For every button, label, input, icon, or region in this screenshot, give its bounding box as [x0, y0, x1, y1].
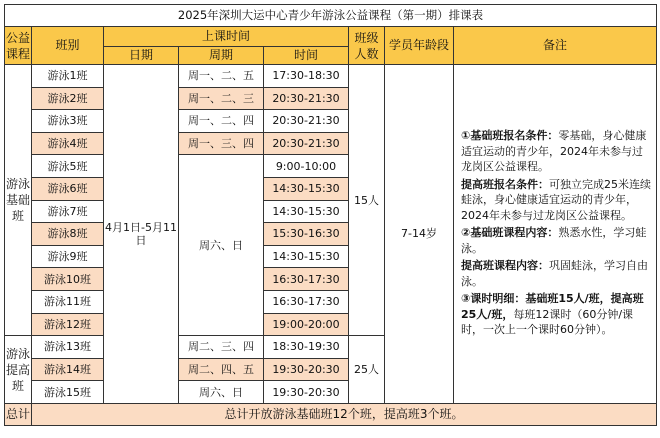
time-cell: 19:30-20:30 — [264, 381, 349, 404]
class-cell: 游泳15班 — [32, 381, 104, 404]
weekday-cell: 周二、四、五 — [179, 358, 264, 381]
note-4: 提高班课程内容：巩固蛙泳，学习自由泳。 — [461, 259, 648, 288]
time-cell: 14:30-15:30 — [264, 245, 349, 268]
time-cell: 16:30-17:30 — [264, 290, 349, 313]
class-cell: 游泳5班 — [32, 155, 104, 178]
time-cell: 17:30-18:30 — [264, 65, 349, 88]
time-cell: 20:30-21:30 — [264, 87, 349, 110]
time-cell: 14:30-15:30 — [264, 200, 349, 223]
header-class: 班别 — [32, 27, 104, 65]
age-range: 7-14岁 — [385, 65, 454, 404]
note-5: ③课时明细：基础班15人/班，提高班25人/班，每班12课时（60分钟/课时，一次上一个课时60分钟）。 — [461, 292, 644, 337]
weekday-cell: 周六、日 — [179, 381, 264, 404]
time-cell: 18:30-19:30 — [264, 336, 349, 359]
header-date: 日期 — [104, 47, 179, 65]
note-2: 提高班报名条件：可独立完成25米连续蛙泳，身心健康适宜运动的青少年，2024年未参与过龙岗区公益课程。 — [461, 177, 651, 222]
schedule-table — [4, 4, 657, 426]
header-notes: 备注 — [454, 27, 657, 65]
header-time: 时间 — [264, 47, 349, 65]
class-cell: 游泳3班 — [32, 110, 104, 133]
total-label: 总计 — [5, 403, 32, 425]
note-3: ②基础班课程内容：熟悉水性，学习蛙泳。 — [461, 226, 647, 255]
size-basic: 15人 — [349, 65, 385, 336]
time-cell: 19:00-20:00 — [264, 313, 349, 336]
date-range: 4月1日-5月11日 — [104, 65, 179, 404]
class-cell: 游泳1班 — [32, 65, 104, 88]
size-advanced: 25人 — [349, 336, 385, 404]
time-cell: 9:00-10:00 — [264, 155, 349, 178]
weekday-cell: 周二、三、四 — [179, 336, 264, 359]
header-age: 学员年龄段 — [385, 27, 454, 65]
notes-cell — [454, 65, 657, 404]
class-cell: 游泳9班 — [32, 245, 104, 268]
time-cell: 14:30-15:30 — [264, 177, 349, 200]
weekday-cell: 周一、二、五 — [179, 65, 264, 88]
header-schedule: 上课时间 — [104, 27, 349, 47]
weekday-cell: 周一、二、三 — [179, 87, 264, 110]
class-cell: 游泳6班 — [32, 177, 104, 200]
class-cell: 游泳10班 — [32, 268, 104, 291]
header-course: 公益课程 — [5, 27, 32, 65]
class-cell: 游泳4班 — [32, 132, 104, 155]
time-cell: 16:30-17:30 — [264, 268, 349, 291]
class-cell: 游泳8班 — [32, 223, 104, 246]
class-cell: 游泳12班 — [32, 313, 104, 336]
class-cell: 游泳11班 — [32, 290, 104, 313]
time-cell: 20:30-21:30 — [264, 132, 349, 155]
time-cell: 19:30-20:30 — [264, 358, 349, 381]
weekday-cell: 周一、二、四 — [179, 110, 264, 133]
class-cell: 游泳14班 — [32, 358, 104, 381]
group-basic: 游泳基础班 — [5, 65, 32, 336]
time-cell: 20:30-21:30 — [264, 110, 349, 133]
weekday-cell: 周一、三、四 — [179, 132, 264, 155]
header-size: 班级人数 — [349, 27, 385, 65]
total-text: 总计开放游泳基础班12个班，提高班3个班。 — [32, 403, 657, 425]
header-weekday: 周期 — [179, 47, 264, 65]
time-cell: 15:30-16:30 — [264, 223, 349, 246]
class-cell: 游泳13班 — [32, 336, 104, 359]
table-title: 2025年深圳大运中心青少年游泳公益课程（第一期）排课表 — [5, 5, 657, 27]
class-cell: 游泳2班 — [32, 87, 104, 110]
weekend-cell: 周六、日 — [179, 155, 264, 336]
note-1: ①基础班报名条件：零基础，身心健康适宜运动的青少年，2024年未参与过龙岗区公益课程。 — [461, 129, 647, 174]
group-advanced: 游泳提高班 — [5, 336, 32, 404]
class-cell: 游泳7班 — [32, 200, 104, 223]
